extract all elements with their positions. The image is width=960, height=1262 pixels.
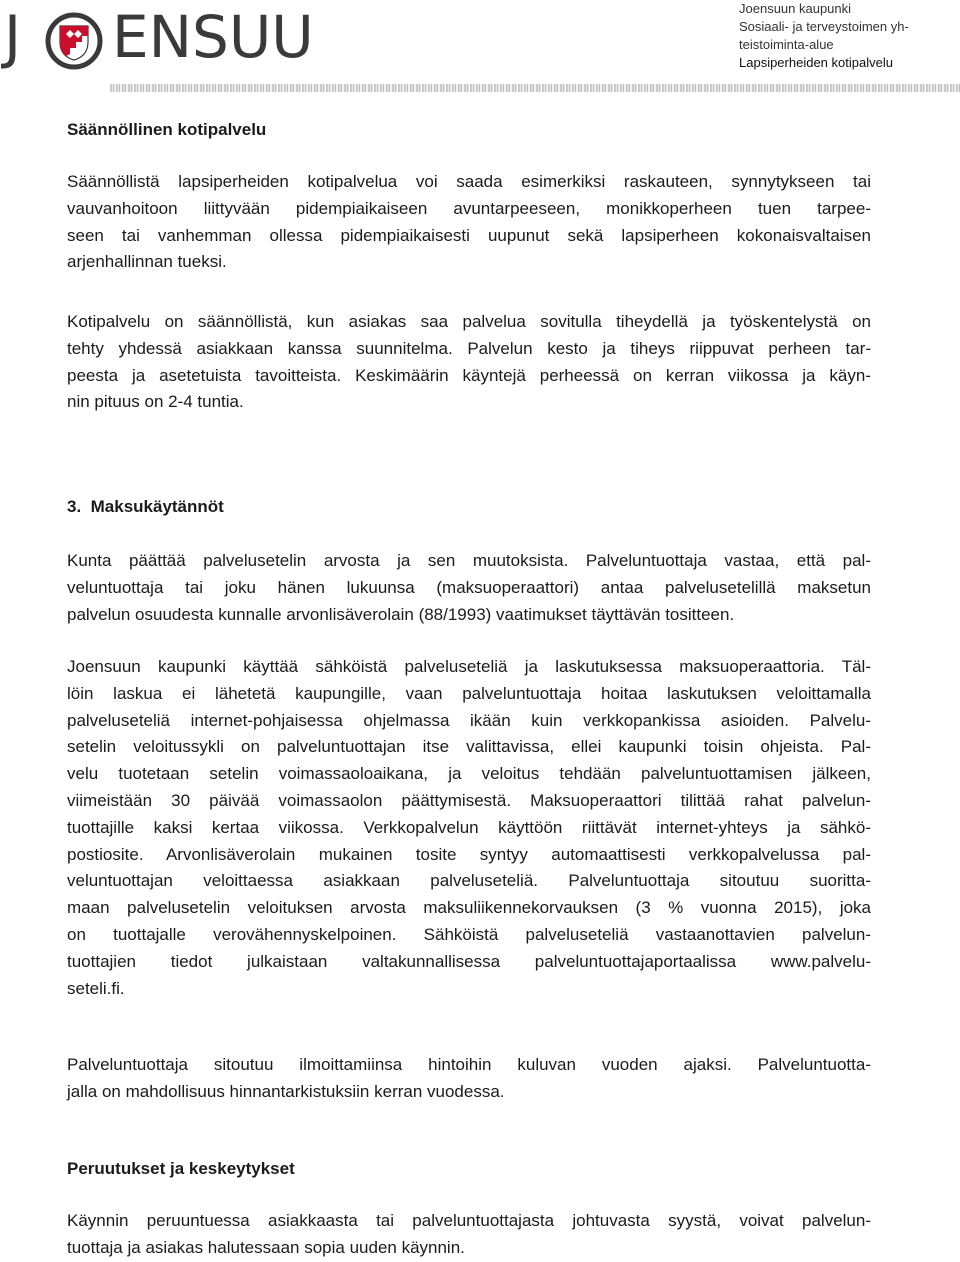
text-line: seteli.fi.	[67, 978, 125, 998]
section-heading: Peruutukset ja keskeytykset	[67, 1159, 295, 1178]
logo-wordmark: ENSUU	[112, 3, 314, 71]
text-line: jalla on mahdollisuus hinnantarkistuksiin kerran vuodessa.	[67, 1081, 505, 1101]
paragraph	[67, 654, 871, 1002]
text-line: palveluseteliä internet-pohjaisessa ohjelmassa ikään kuin verkkopankissa asioiden. Palvelu-	[67, 710, 871, 730]
text-line: peesta ja asetetuista tavoitteista. Keskimäärin käyntejä perheessä on kerran viikossa ja käyn-	[67, 365, 871, 385]
text-line: Palveluntuottaja sitoutuu ilmoittamiinsa hintoihin kuluvan vuoden ajaksi. Palveluntuotta-	[67, 1055, 871, 1074]
text-line: velu tuotetaan setelin voimassaoloaikana, ja veloitus tehdään palveluntuottamisen jälkeen,	[67, 764, 871, 784]
text-line: tuottajien tiedot julkaistaan valtakunnallisessa palveluntuottajaportaalissa www.palvelu-	[67, 951, 871, 971]
header-divider	[110, 84, 960, 92]
text-line: maan palvelusetelin veloituksen arvosta maksuliikennekorvauksen (3 % vuonna 2015), joka	[67, 898, 871, 918]
text-line: Kotipalvelu on säännöllistä, kun asiakas saa palvelua sovitulla tiheydellä ja työskentelystä on	[67, 312, 871, 331]
text-line: veluntuottajan veloittaessa asiakkaan palveluseteliä. Palveluntuottaja sitoutuu suoritta-	[67, 871, 871, 891]
text-line: arjenhallinnan tueksi.	[67, 252, 227, 272]
org-name: Joensuun kaupunki	[739, 1, 852, 16]
org-unit: Lapsiperheiden kotipalvelu	[739, 55, 893, 70]
text-line: Käynnin peruuntuessa asiakkaasta tai palveluntuottajasta johtuvasta syystä, voivat palvelun-	[67, 1211, 871, 1230]
logo-letter-j: J	[4, 3, 23, 71]
text-line: Kunta päättää palvelusetelin arvosta ja sen muutoksista. Palveluntuottaja vastaa, että pal-	[67, 551, 871, 570]
text-line: nin pituus on 2-4 tuntia.	[67, 392, 244, 412]
section-heading: 3. Maksukäytännöt	[67, 497, 224, 516]
text-line: viimeistään 30 päivää voimassaolon päättymisestä. Maksuoperaattori tilittää rahat palvelun-	[67, 790, 871, 810]
text-line: on tuottajalle verovähennyskelpoinen. Sähköistä palveluseteliä vastaanottavien palvelun-	[67, 924, 871, 944]
text-line: Joensuun kaupunki käyttää sähköistä palveluseteliä ja laskutuksessa maksuoperaattoria. Täl-	[67, 657, 871, 676]
text-line: vauvanhoitoon liittyvään pidempiaikaiseen avuntarpeeseen, monikkoperheen tuen tarpee-	[67, 198, 871, 218]
organization-info	[739, 0, 954, 72]
paragraph	[67, 1052, 871, 1106]
text-line: tuottajille kaksi kertaa viikossa. Verkkopalvelun käyttöön riittävät internet-yhteys ja sähkö-	[67, 817, 871, 837]
text-line: postiosite. Arvonlisäverolain mukainen tosite syntyy automaattisesti verkkopalvelussa pal-	[67, 844, 871, 864]
org-department-cont: teistoiminta-alue	[739, 37, 834, 52]
text-line: löin laskua ei lähetetä kaupungille, vaan palveluntuottaja hoitaa laskutuksen veloittamalla	[67, 683, 871, 703]
text-line: seen tai vanhemman ollessa pidempiaikaisesti uupunut sekä lapsiperheen kokonaisvaltaisen	[67, 225, 871, 245]
section-heading: Säännöllinen kotipalvelu	[67, 120, 267, 139]
text-line: Säännöllistä lapsiperheiden kotipalvelua voi saada esimerkiksi raskauteen, synnytykseen tai	[67, 172, 871, 191]
paragraph	[67, 1208, 871, 1262]
paragraph	[67, 309, 871, 416]
paragraph	[67, 169, 871, 276]
text-line: tehty yhdessä asiakkaan kanssa suunnitelma. Palvelun kesto ja tiheys riippuvat perheen tar-	[67, 338, 871, 358]
text-line: setelin veloitussykli on palveluntuottajan itse valittavissa, ellei kaupunki toisin ohjeista. Pal-	[67, 737, 871, 757]
joensuu-logo	[4, 3, 314, 71]
joensuu-coat-of-arms-icon	[44, 12, 104, 70]
org-department: Sosiaali- ja terveystoimen yh-	[739, 19, 909, 34]
text-line: veluntuottaja tai joku hänen lukuunsa (maksuoperaattori) antaa palvelusetelillä maksetun	[67, 577, 871, 597]
text-line: palvelun osuudesta kunnalle arvonlisäverolain (88/1993) vaatimukset täyttävän tositteen.	[67, 604, 735, 624]
paragraph	[67, 548, 871, 628]
text-line: tuottaja ja asiakas halutessaan sopia uuden käynnin.	[67, 1237, 465, 1257]
page-header	[0, 0, 960, 96]
